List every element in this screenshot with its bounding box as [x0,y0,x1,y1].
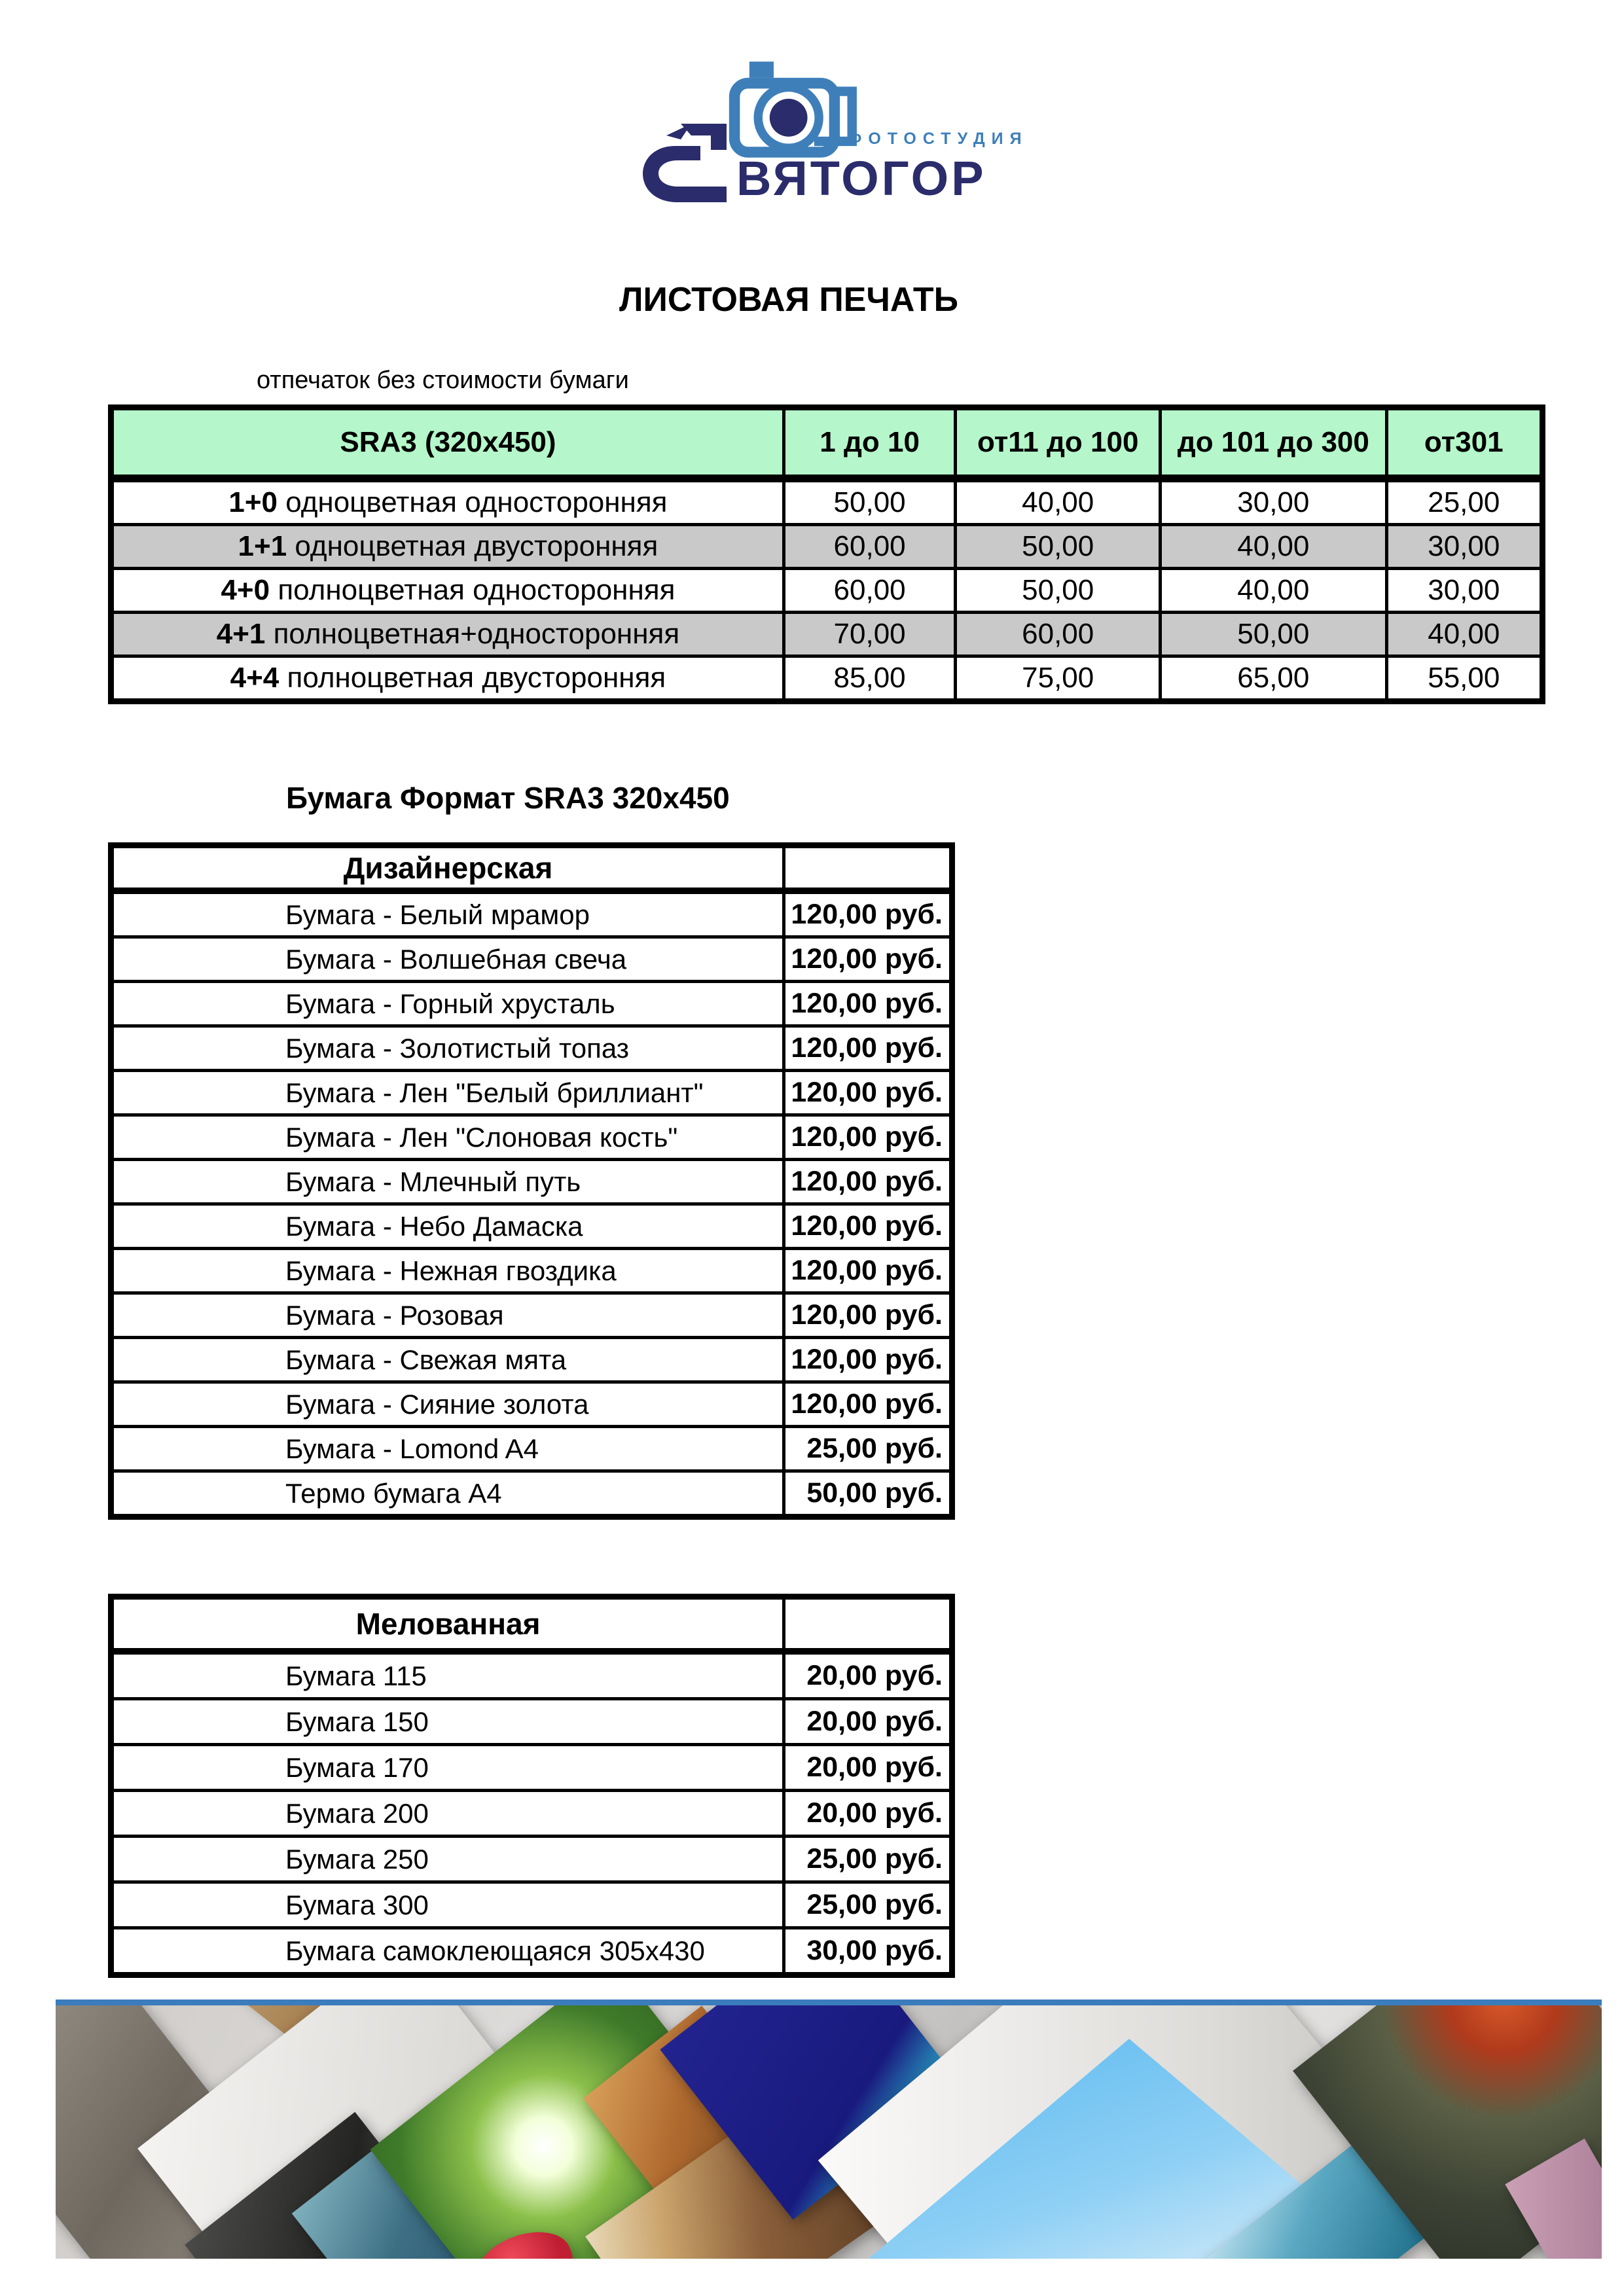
print-table-row [111,569,1543,613]
designer-table-row [111,1204,952,1249]
price-cell: 50,00 [956,569,1161,613]
designer-table-row [111,1338,952,1382]
paper-price-cell: 120,00 руб. [784,982,952,1026]
paper-price-cell: 20,00 руб. [784,1745,952,1791]
paper-price-cell: 50,00 руб. [784,1471,952,1517]
paper-name-cell: Бумага - Лен "Слоновая кость" [111,1115,784,1160]
print-row-label: 4+4 полноцветная двусторонняя [111,656,784,702]
paper-price-cell: 20,00 руб. [784,1699,952,1745]
designer-table-row [111,1427,952,1471]
price-cell: 85,00 [784,656,955,702]
print-row-label: 1+1 одноцветная двусторонняя [111,525,784,569]
column-header-qty-2: от11 до 100 [956,408,1161,479]
paper-name-cell: Бумага - Лен "Белый бриллиант" [111,1071,784,1115]
page-subtitle: отпечаток без стоимости бумаги [257,367,629,394]
paper-price-cell: 30,00 руб. [784,1928,952,1975]
paper-name-cell: Бумага - Млечный путь [111,1160,784,1204]
column-header-qty-3: до 101 до 300 [1161,408,1387,479]
price-cell: 70,00 [784,613,955,656]
designer-table-row [111,1471,952,1517]
paper-price-cell: 120,00 руб. [784,1382,952,1427]
designer-table-row [111,1249,952,1293]
designer-table-row [111,982,952,1026]
paper-price-cell: 120,00 руб. [784,1249,952,1293]
paper-price-cell: 20,00 руб. [784,1791,952,1837]
coated-table-title: Мелованная [111,1597,784,1652]
price-cell: 75,00 [956,656,1161,702]
paper-price-cell: 120,00 руб. [784,1338,952,1382]
price-cell: 30,00 [1386,569,1542,613]
paper-name-cell: Бумага - Свежая мята [111,1338,784,1382]
paper-name-cell: Бумага 300 [111,1882,784,1928]
column-header-format: SRA3 (320x450) [111,408,784,479]
paper-name-cell: Термо бумага А4 [111,1471,784,1517]
designer-table-empty-header [784,846,952,891]
paper-price-cell: 120,00 руб. [784,1071,952,1115]
coated-table-empty-header [784,1597,952,1652]
paper-price-cell: 120,00 руб. [784,1115,952,1160]
coated-paper-table [108,1594,955,1978]
paper-name-cell: Бумага 200 [111,1791,784,1837]
print-table-row [111,613,1543,656]
price-cell: 30,00 [1161,478,1387,525]
price-cell: 60,00 [784,569,955,613]
designer-table-row [111,937,952,982]
print-table-row [111,656,1543,702]
price-cell: 40,00 [1161,525,1387,569]
price-cell: 50,00 [784,478,955,525]
designer-table-row [111,1026,952,1071]
paper-section-heading: Бумага Формат SRA3 320х450 [286,781,730,815]
price-cell: 40,00 [1386,613,1542,656]
paper-name-cell: Бумага - Небо Дамаска [111,1204,784,1249]
price-cell: 25,00 [1386,478,1542,525]
designer-table-row [111,891,952,937]
price-cell: 60,00 [956,613,1161,656]
logo-studio-label: ФОТОСТУДИЯ [848,130,1028,148]
paper-price-cell: 25,00 руб. [784,1837,952,1882]
designer-table-row [111,1071,952,1115]
studio-logo [628,39,1028,236]
collage-top-blue-bar [56,2000,1602,2005]
coated-table-row [111,1791,952,1837]
designer-table-row [111,1115,952,1160]
print-table-row [111,525,1543,569]
paper-name-cell: Бумага - Горный хрусталь [111,982,784,1026]
logo-name-text: ВЯТОГОР [736,151,986,206]
paper-name-cell: Бумага самоклеющаяся 305х430 [111,1928,784,1975]
coated-table-header-row [111,1597,952,1652]
designer-table-row [111,1160,952,1204]
coated-table-row [111,1745,952,1791]
designer-table-header-row [111,846,952,891]
paper-name-cell: Бумага - Белый мрамор [111,891,784,937]
paper-name-cell: Бумага - Сияние золота [111,1382,784,1427]
paper-price-cell: 120,00 руб. [784,937,952,982]
price-cell: 30,00 [1386,525,1542,569]
paper-name-cell: Бумага - Lomond A4 [111,1427,784,1471]
price-cell: 50,00 [956,525,1161,569]
paper-name-cell: Бумага - Розовая [111,1293,784,1338]
price-cell: 60,00 [784,525,955,569]
coated-table-row [111,1651,952,1699]
paper-name-cell: Бумага 250 [111,1837,784,1882]
paper-name-cell: Бумага 115 [111,1651,784,1699]
designer-table-row [111,1382,952,1427]
coated-table-row [111,1837,952,1882]
coated-table-row [111,1882,952,1928]
designer-paper-table [108,842,955,1520]
price-cell: 55,00 [1386,656,1542,702]
coated-table-row [111,1699,952,1745]
paper-price-cell: 120,00 руб. [784,891,952,937]
paper-name-cell: Бумага - Нежная гвоздика [111,1249,784,1293]
paper-price-cell: 120,00 руб. [784,1160,952,1204]
print-row-label: 4+1 полноцветная+односторонняя [111,613,784,656]
price-cell: 40,00 [956,478,1161,525]
print-row-label: 1+0 одноцветная односторонняя [111,478,784,525]
paper-name-cell: Бумага 170 [111,1745,784,1791]
designer-table-title: Дизайнерская [111,846,784,891]
print-price-table [108,404,1545,704]
coated-table-row [111,1928,952,1975]
paper-price-cell: 120,00 руб. [784,1293,952,1338]
paper-price-cell: 120,00 руб. [784,1204,952,1249]
paper-price-cell: 25,00 руб. [784,1427,952,1471]
print-table-header-row [111,408,1543,479]
paper-name-cell: Бумага 150 [111,1699,784,1745]
paper-price-cell: 25,00 руб. [784,1882,952,1928]
column-header-qty-1: 1 до 10 [784,408,955,479]
page-title: ЛИСТОВАЯ ПЕЧАТЬ [619,281,959,319]
paper-name-cell: Бумага - Золотистый топаз [111,1026,784,1071]
paper-name-cell: Бумага - Волшебная свеча [111,937,784,982]
paper-price-cell: 20,00 руб. [784,1651,952,1699]
print-table-row [111,478,1543,525]
print-row-label: 4+0 полноцветная односторонняя [111,569,784,613]
designer-table-row [111,1293,952,1338]
photo-collage [56,2000,1602,2259]
price-cell: 40,00 [1161,569,1387,613]
price-cell: 65,00 [1161,656,1387,702]
paper-price-cell: 120,00 руб. [784,1026,952,1071]
column-header-qty-4: от301 [1386,408,1542,479]
price-cell: 50,00 [1161,613,1387,656]
